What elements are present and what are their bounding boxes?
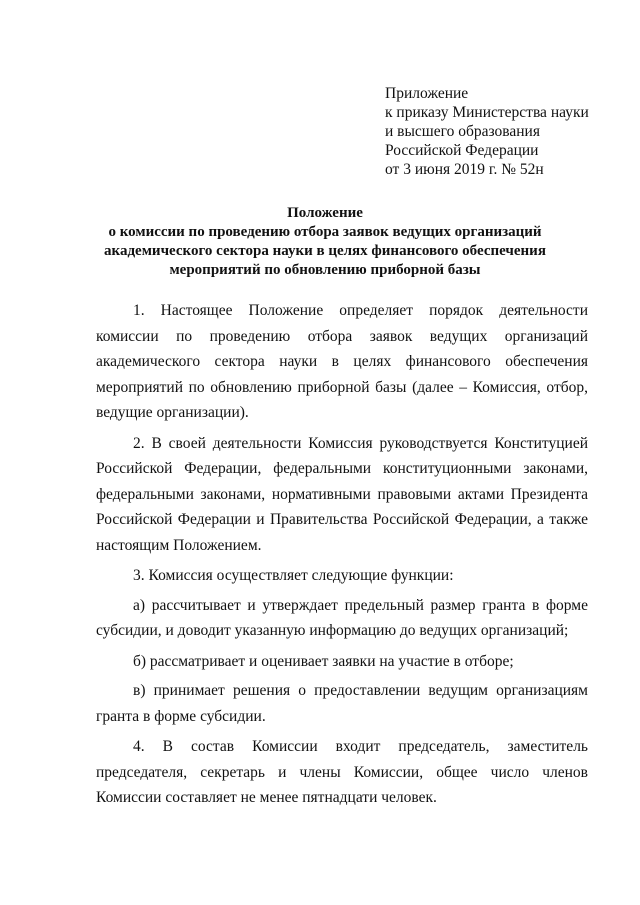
appendix-line: Российской Федерации — [385, 142, 539, 159]
title-line: мероприятий по обновлению приборной базы — [169, 262, 481, 278]
paragraph-3: 3. Комиссия осуществляет следующие функции: — [133, 567, 454, 584]
paragraph-3b: б) рассматривает и оценивает заявки на участие в отборе; — [133, 652, 514, 670]
paragraph-2: 2. В своей деятельности Комиссия руководствуется Конституцией Российской Федерации, федеральными конституционными законами, федеральными законами, нормативными правовыми актами Президента Российской Федерации и Правительства Российской Федерации, а также настоящим Положением. — [96, 434, 588, 554]
paragraph-1: 1. Настоящее Положение определяет порядок деятельности комиссии по проведению отбора заявок ведущих организаций академического сектора науки в целях финансового обеспечения мероприятий по обновлению приборной базы (далее – Комиссия, отбор, ведущие организации). — [96, 302, 588, 421]
appendix-line: от 3 июня 2019 г. № 52н — [385, 161, 544, 178]
appendix-line: к приказу Министерства науки — [385, 104, 589, 121]
title-line: о комиссии по проведению отбора заявок ведущих организаций — [108, 224, 542, 240]
paragraph-3a: а) рассчитывает и утверждает предельный размер гранта в форме субсидии, и доводит указанную информацию до ведущих организаций; — [96, 596, 588, 639]
appendix-block — [385, 84, 589, 179]
appendix-line: Приложение — [385, 85, 469, 102]
document-title — [60, 204, 590, 280]
paragraph-3c: в) принимает решения о предоставлении ведущим организациям гранта в форме субсидии. — [96, 682, 588, 725]
title-line: Положение — [287, 205, 363, 221]
paragraph-4: 4. В состав Комиссии входит председатель, заместитель председателя, секретарь и члены Комиссии, общее число членов Комиссии составляет не менее пятнадцати человек. — [96, 738, 588, 806]
appendix-line: и высшего образования — [385, 123, 540, 140]
title-line: академического сектора науки в целях финансового обеспечения — [104, 243, 546, 259]
document-body — [96, 298, 588, 816]
